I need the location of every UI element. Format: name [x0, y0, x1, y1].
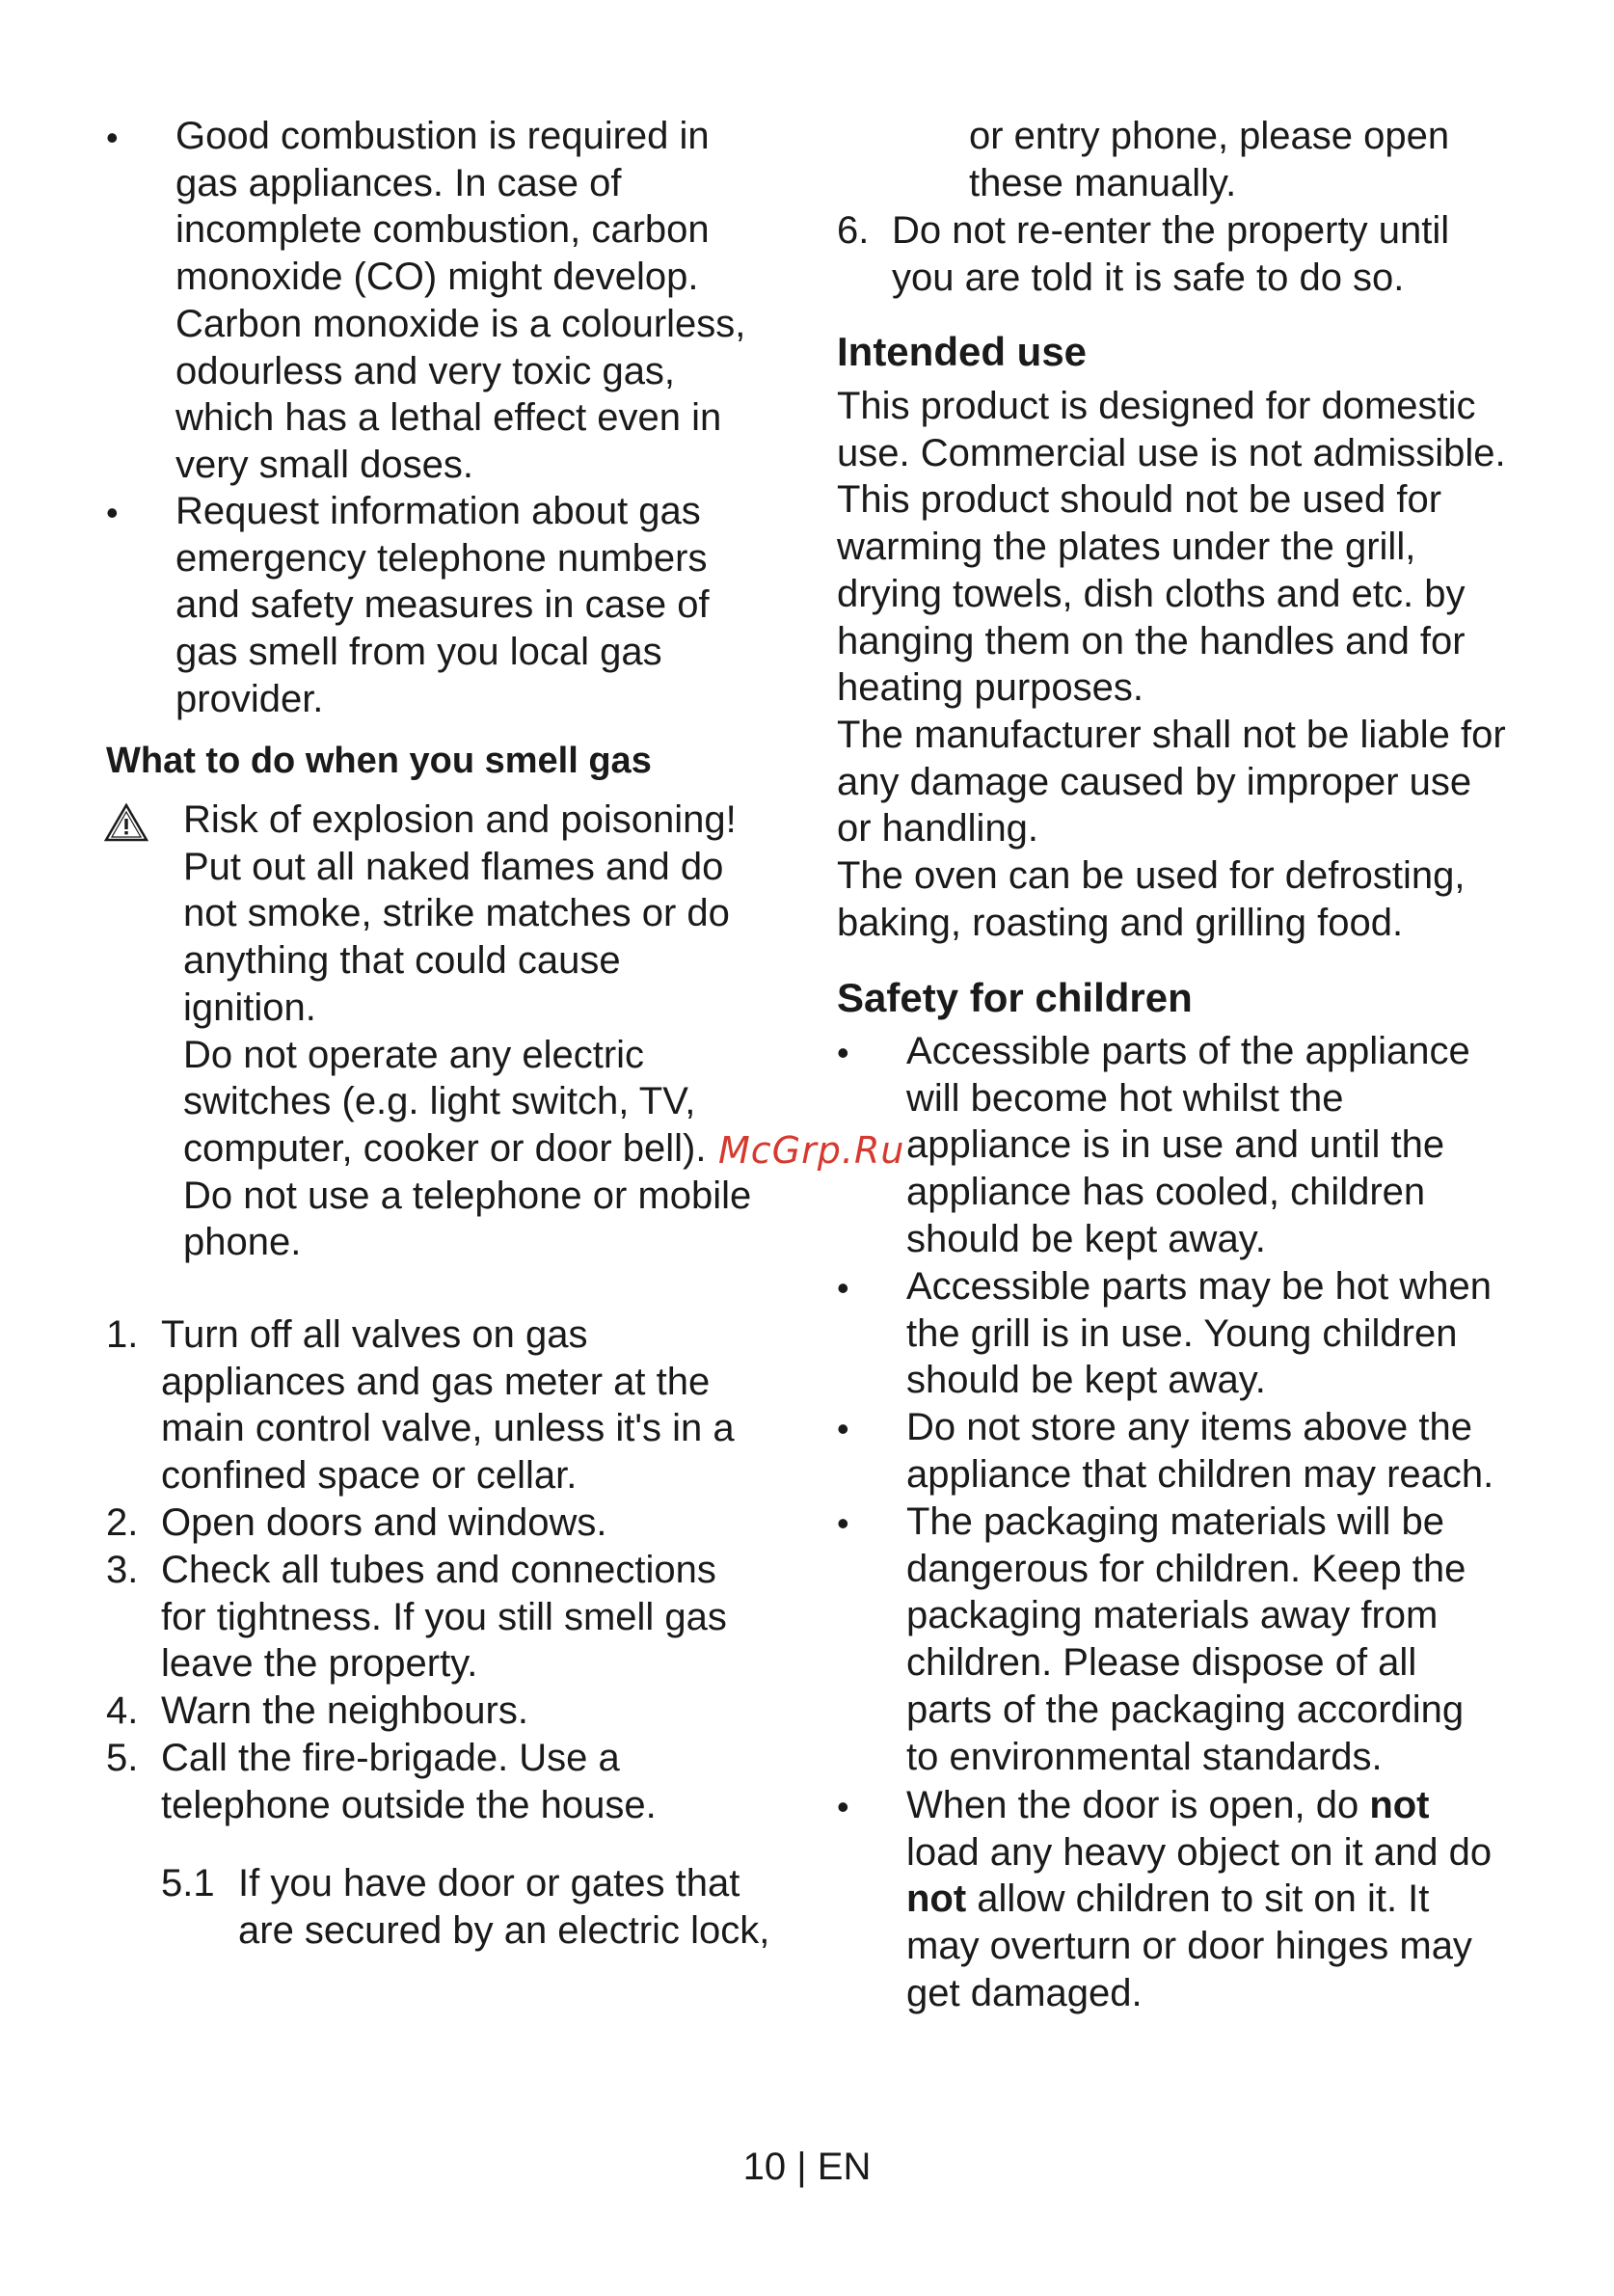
step-3	[161, 1547, 727, 1688]
section-heading-safety-children: Safety for children	[837, 975, 1193, 1020]
text-line: Risk of explosion and poisoning!	[183, 798, 737, 841]
text-line: appliance that children may reach.	[906, 1452, 1494, 1496]
text-line: are secured by an electric lock,	[238, 1908, 770, 1952]
watermark-mcgrp: McGrp.Ru	[718, 1129, 905, 1172]
text-line: Do not store any items above the	[906, 1406, 1472, 1448]
text-line: load any heavy object on it and do	[906, 1830, 1493, 1874]
text-line: dangerous for children. Keep the	[906, 1547, 1466, 1590]
step-number: 2.	[106, 1501, 139, 1544]
bullet-symbol: •	[837, 1787, 849, 1826]
text-line: packaging materials away from	[906, 1594, 1439, 1637]
bullet-symbol: •	[837, 1409, 849, 1448]
text-line: confined space or cellar.	[161, 1454, 578, 1498]
bullet-symbol: •	[837, 1268, 849, 1308]
text-line: very small doses.	[175, 443, 473, 486]
text-line: the grill is in use. Young children	[906, 1311, 1458, 1355]
text-line: This product should not be used for	[837, 478, 1442, 522]
text-line	[906, 1782, 1492, 1829]
step-number: 1.	[106, 1313, 139, 1356]
warning-text	[183, 797, 751, 1266]
step-5	[161, 1735, 657, 1828]
step-number: 6.	[837, 209, 870, 252]
emphasis-not: not	[906, 1877, 967, 1921]
page-footer: 10 | EN	[742, 2146, 872, 2188]
text-line: or entry phone, please open	[969, 115, 1450, 157]
text-line: Carbon monoxide is a colourless,	[175, 302, 746, 345]
text-line: for tightness. If you still smell gas	[161, 1595, 727, 1638]
text-line	[906, 1876, 1492, 1923]
step-6	[892, 207, 1449, 301]
bullet-symbol: •	[106, 493, 119, 532]
text-line: telephone outside the house.	[161, 1783, 657, 1826]
text-line: may overturn or door hinges may	[906, 1925, 1472, 1968]
list-item-hot-parts	[906, 1028, 1470, 1263]
text-line: or handling.	[837, 807, 1039, 851]
intended-use-text	[837, 383, 1506, 946]
substep-number: 5.1	[161, 1862, 215, 1904]
text-line: Turn off all valves on gas	[161, 1313, 588, 1356]
text-line: Good combustion is required in	[175, 115, 710, 157]
text-line: emergency telephone numbers	[175, 536, 708, 580]
section-heading-smell-gas: What to do when you smell gas	[106, 741, 652, 781]
text-fragment: When the door is open, do	[906, 1784, 1370, 1826]
list-item-packaging	[906, 1499, 1466, 1780]
text-line: odourless and very toxic gas,	[175, 349, 676, 392]
text-line: warming the plates under the grill,	[837, 526, 1416, 569]
bullet-symbol: •	[837, 1503, 849, 1543]
step-number: 3.	[106, 1549, 139, 1591]
step-number: 4.	[106, 1689, 139, 1732]
text-line: Put out all naked flames and do	[183, 845, 724, 888]
text-line: gas smell from you local gas	[175, 631, 662, 674]
text-line: heating purposes.	[837, 666, 1144, 710]
text-line: drying towels, dish cloths and etc. by	[837, 572, 1466, 615]
text-line: appliance is in use and until the	[906, 1123, 1445, 1167]
text-line: hanging them on the handles and for	[837, 619, 1466, 662]
text-line: leave the property.	[161, 1642, 478, 1686]
text-line: Open doors and windows.	[161, 1501, 607, 1544]
text-line: will become hot whilst the	[906, 1076, 1344, 1120]
text-line: not smoke, strike matches or do	[183, 892, 730, 935]
substep-continuation	[969, 113, 1449, 206]
list-item-grill-hot	[906, 1263, 1492, 1404]
bullet-symbol: •	[837, 1033, 849, 1072]
text-line: switches (e.g. light switch, TV,	[183, 1080, 696, 1123]
emphasis-not: not	[1369, 1784, 1430, 1826]
warning-triangle-icon	[104, 803, 148, 842]
text-line: which has a lethal effect even in	[175, 396, 722, 440]
text-line: Call the fire-brigade. Use a	[161, 1737, 620, 1779]
text-line: parts of the packaging according	[906, 1688, 1465, 1731]
section-heading-intended-use: Intended use	[837, 329, 1088, 374]
step-number: 5.	[106, 1737, 139, 1779]
text-line: Do not re-enter the property until	[892, 209, 1450, 252]
text-line: Request information about gas	[175, 490, 701, 532]
text-line: provider.	[175, 677, 324, 720]
text-line: baking, roasting and grilling food.	[837, 901, 1404, 944]
text-line: get damaged.	[906, 1971, 1143, 2014]
text-line: children. Please dispose of all	[906, 1641, 1417, 1685]
text-line: any damage caused by improper use	[837, 760, 1472, 803]
text-line: and safety measures in case of	[175, 583, 710, 627]
text-line: use. Commercial use is not admissible.	[837, 431, 1506, 474]
text-line: The oven can be used for defrosting,	[837, 854, 1466, 898]
text-line: you are told it is safe to do so.	[892, 256, 1405, 299]
text-line: appliance has cooled, children	[906, 1171, 1426, 1214]
text-line: should be kept away.	[906, 1359, 1266, 1402]
text-line: these manually.	[969, 161, 1237, 204]
text-line: The manufacturer shall not be liable for	[837, 713, 1506, 756]
text-line: to environmental standards.	[906, 1735, 1383, 1778]
text-line: gas appliances. In case of	[175, 161, 622, 204]
text-line: Do not operate any electric	[183, 1033, 645, 1076]
text-line: Warn the neighbours.	[161, 1689, 528, 1732]
text-line: Accessible parts of the appliance	[906, 1030, 1470, 1072]
text-line: Check all tubes and connections	[161, 1549, 716, 1591]
text-line: If you have door or gates that	[238, 1862, 740, 1904]
text-fragment: allow children to sit on it. It	[966, 1877, 1430, 1921]
list-item-store-items	[906, 1404, 1493, 1498]
text-line: main control valve, unless it's in a	[161, 1407, 735, 1450]
text-line: monoxide (CO) might develop.	[175, 256, 699, 299]
step-1	[161, 1311, 735, 1499]
text-line: should be kept away.	[906, 1217, 1266, 1260]
step-4	[161, 1688, 528, 1735]
text-line: anything that could cause	[183, 939, 621, 983]
text-line: ignition.	[183, 986, 316, 1029]
substep-5-1	[238, 1860, 769, 1954]
text-line: appliances and gas meter at the	[161, 1360, 711, 1403]
text-line: phone.	[183, 1221, 302, 1264]
step-2	[161, 1499, 607, 1547]
text-line: Do not use a telephone or mobile	[183, 1174, 752, 1217]
text-line: The packaging materials will be	[906, 1500, 1445, 1543]
text-line: incomplete combustion, carbon	[175, 208, 710, 252]
bullet-symbol: •	[106, 118, 119, 157]
text-line: computer, cooker or door bell).	[183, 1126, 707, 1170]
list-item-request-info	[175, 488, 710, 723]
list-item-combustion	[175, 113, 745, 489]
text-line: Accessible parts may be hot when	[906, 1265, 1492, 1308]
list-item-door-open	[906, 1782, 1492, 2017]
text-line: This product is designed for domestic	[837, 385, 1476, 427]
